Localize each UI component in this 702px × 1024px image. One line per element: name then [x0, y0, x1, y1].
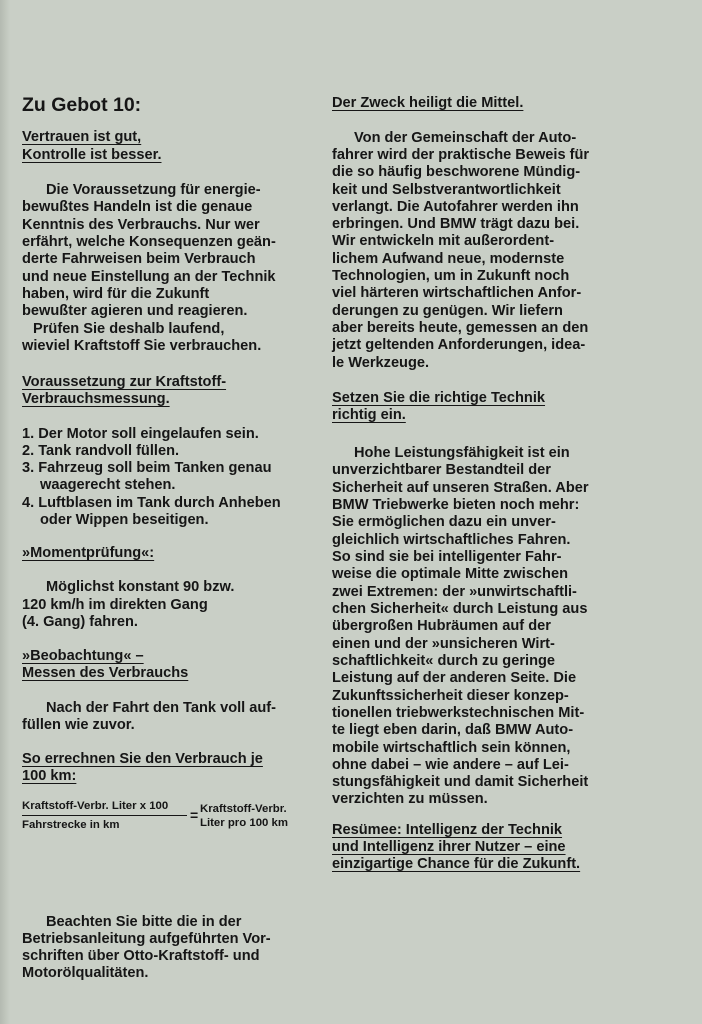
list-item: 1. Der Motor soll eingelaufen sein. — [22, 426, 259, 442]
text-line: Hohe Leistungsfähigkeit ist ein — [354, 445, 570, 461]
text-line: schriften über Otto-Kraftstoff- und — [22, 948, 260, 964]
list-item: 4. Luftblasen im Tank durch Anheben — [22, 495, 281, 511]
list-item: 2. Tank randvoll füllen. — [22, 443, 180, 459]
text-line: füllen wie zuvor. — [22, 717, 135, 733]
text-line: (4. Gang) fahren. — [22, 614, 138, 630]
text-line: übergroßen Hubräumen auf der — [332, 618, 551, 634]
text-line: viel härteren wirtschaftlichen Anfor- — [332, 285, 582, 301]
text-line: zwei Extremen: der »unwirtschaftli- — [332, 584, 577, 600]
section-title: Zu Gebot 10: — [22, 94, 142, 116]
text-line: le Werkzeuge. — [332, 355, 430, 371]
text-line: Leistung auf der anderen Seite. Die — [332, 670, 577, 686]
text-line: erbringen. Und BMW trägt dazu bei. — [332, 216, 580, 232]
text-line: BMW Triebwerke bieten noch mehr: — [332, 497, 580, 513]
heading-moment-test: »Momentprüfung«: — [22, 545, 155, 561]
text-line: stungsfähigkeit und damit Sicherheit — [332, 774, 589, 790]
text-line: Betriebsanleitung aufgeführten Vor- — [22, 931, 271, 947]
list-item-continuation: waagerecht stehen. — [40, 477, 176, 493]
text-line: tionellen triebwerkstechnischen Mit- — [332, 705, 585, 721]
text-line: gleichlich wirtschaftliches Fahren. — [332, 532, 571, 548]
formula-result-line-2: Liter pro 100 km — [200, 817, 288, 829]
text-line: aber bereits heute, gemessen an den — [332, 320, 589, 336]
heading-observation-line-1: »Beobachtung« – — [22, 648, 144, 664]
text-line: te liegt eben darin, daß BMW Auto- — [332, 722, 574, 738]
text-line: Nach der Fahrt den Tank voll auf- — [46, 700, 277, 716]
text-line: derte Fahrweisen beim Verbrauch — [22, 251, 256, 267]
list-item: 3. Fahrzeug soll beim Tanken genau — [22, 460, 272, 476]
text-line: Wir entwickeln mit außerordent- — [332, 233, 555, 249]
text-line: ohne dabei – wie andere – auf Lei- — [332, 757, 569, 773]
text-line: keit und Selbstverantwortlichkeit — [332, 182, 561, 198]
heading-prerequisite-line-2: Verbrauchsmessung. — [22, 391, 170, 407]
text-line: bewußtes Handeln ist die genaue — [22, 199, 253, 215]
formula-denominator: Fahrstrecke in km — [22, 819, 120, 831]
heading-technique-line-1: Setzen Sie die richtige Technik — [332, 390, 546, 406]
heading-prerequisite-line-1: Voraussetzung zur Kraftstoff- — [22, 374, 227, 390]
text-line: haben, wird für die Zukunft — [22, 286, 210, 302]
heading-summary-line-2: und Intelligenz ihrer Nutzer – eine — [332, 839, 566, 855]
heading-summary-line-1: Resümee: Intelligenz der Technik — [332, 822, 563, 838]
text-line: Technologien, um in Zukunft noch — [332, 268, 570, 284]
text-line: Möglichst konstant 90 bzw. — [46, 579, 235, 595]
text-line: und neue Einstellung an der Technik — [22, 269, 276, 285]
text-line: die so häufig beschworene Mündig- — [332, 164, 581, 180]
text-line: chen Sicherheit« durch Leistung aus — [332, 601, 588, 617]
text-line: unverzichtbarer Bestandteil der — [332, 462, 551, 478]
page-edge-shadow — [0, 0, 10, 1024]
text-line: Beachten Sie bitte die in der — [46, 914, 242, 930]
heading-end-justifies-means: Der Zweck heiligt die Mittel. — [332, 95, 524, 111]
text-line: lichem Aufwand neue, modernste — [332, 251, 565, 267]
heading-calculation-line-2: 100 km: — [22, 768, 77, 784]
heading-observation-line-2: Messen des Verbrauchs — [22, 665, 189, 681]
text-line: Von der Gemeinschaft der Auto- — [354, 130, 577, 146]
text-line: 120 km/h im direkten Gang — [22, 597, 208, 613]
text-line: Motorölqualitäten. — [22, 965, 149, 981]
fraction-bar — [22, 815, 187, 816]
text-line: mobile wirtschaftlich sein können, — [332, 740, 571, 756]
formula-result-line-1: Kraftstoff-Verbr. — [200, 803, 287, 815]
list-item-continuation: oder Wippen beseitigen. — [40, 512, 209, 528]
heading-technique-line-2: richtig ein. — [332, 407, 406, 423]
text-line: Die Voraussetzung für energie- — [46, 182, 261, 198]
heading-trust-line-2: Kontrolle ist besser. — [22, 147, 162, 163]
text-line: schaftlichkeit« durch zu geringe — [332, 653, 556, 669]
text-line: Sie ermöglichen dazu ein unver- — [332, 514, 556, 530]
text-line: verlangt. Die Autofahrer werden ihn — [332, 199, 579, 215]
text-line: weise die optimale Mitte zwischen — [332, 566, 568, 582]
text-line: So sind sie bei intelligenter Fahr- — [332, 549, 562, 565]
text-line: wieviel Kraftstoff Sie verbrauchen. — [22, 338, 262, 354]
text-line: einen und der »unsicheren Wirt- — [332, 636, 555, 652]
text-line: derungen zu genügen. Wir liefern — [332, 303, 563, 319]
heading-calculation-line-1: So errechnen Sie den Verbrauch je — [22, 751, 263, 767]
formula-equals: = — [190, 807, 199, 823]
text-line: Kenntnis des Verbrauchs. Nur wer — [22, 217, 260, 233]
text-line: verzichten zu müssen. — [332, 791, 488, 807]
text-line: erfährt, welche Konsequenzen geän- — [22, 234, 276, 250]
text-line: Zukunftssicherheit dieser konzep- — [332, 688, 569, 704]
heading-trust-line-1: Vertrauen ist gut, — [22, 129, 142, 145]
text-line: fahrer wird der praktische Beweis für — [332, 147, 590, 163]
heading-summary-line-3: einzigartige Chance für die Zukunft. — [332, 856, 581, 872]
text-line: bewußter agieren und reagieren. — [22, 303, 248, 319]
text-line: Sicherheit auf unseren Straßen. Aber — [332, 480, 589, 496]
formula-numerator: Kraftstoff-Verbr. Liter x 100 — [22, 800, 169, 812]
text-line: jetzt geltenden Anforderungen, idea- — [332, 337, 586, 353]
text-line: Prüfen Sie deshalb laufend, — [33, 321, 225, 337]
